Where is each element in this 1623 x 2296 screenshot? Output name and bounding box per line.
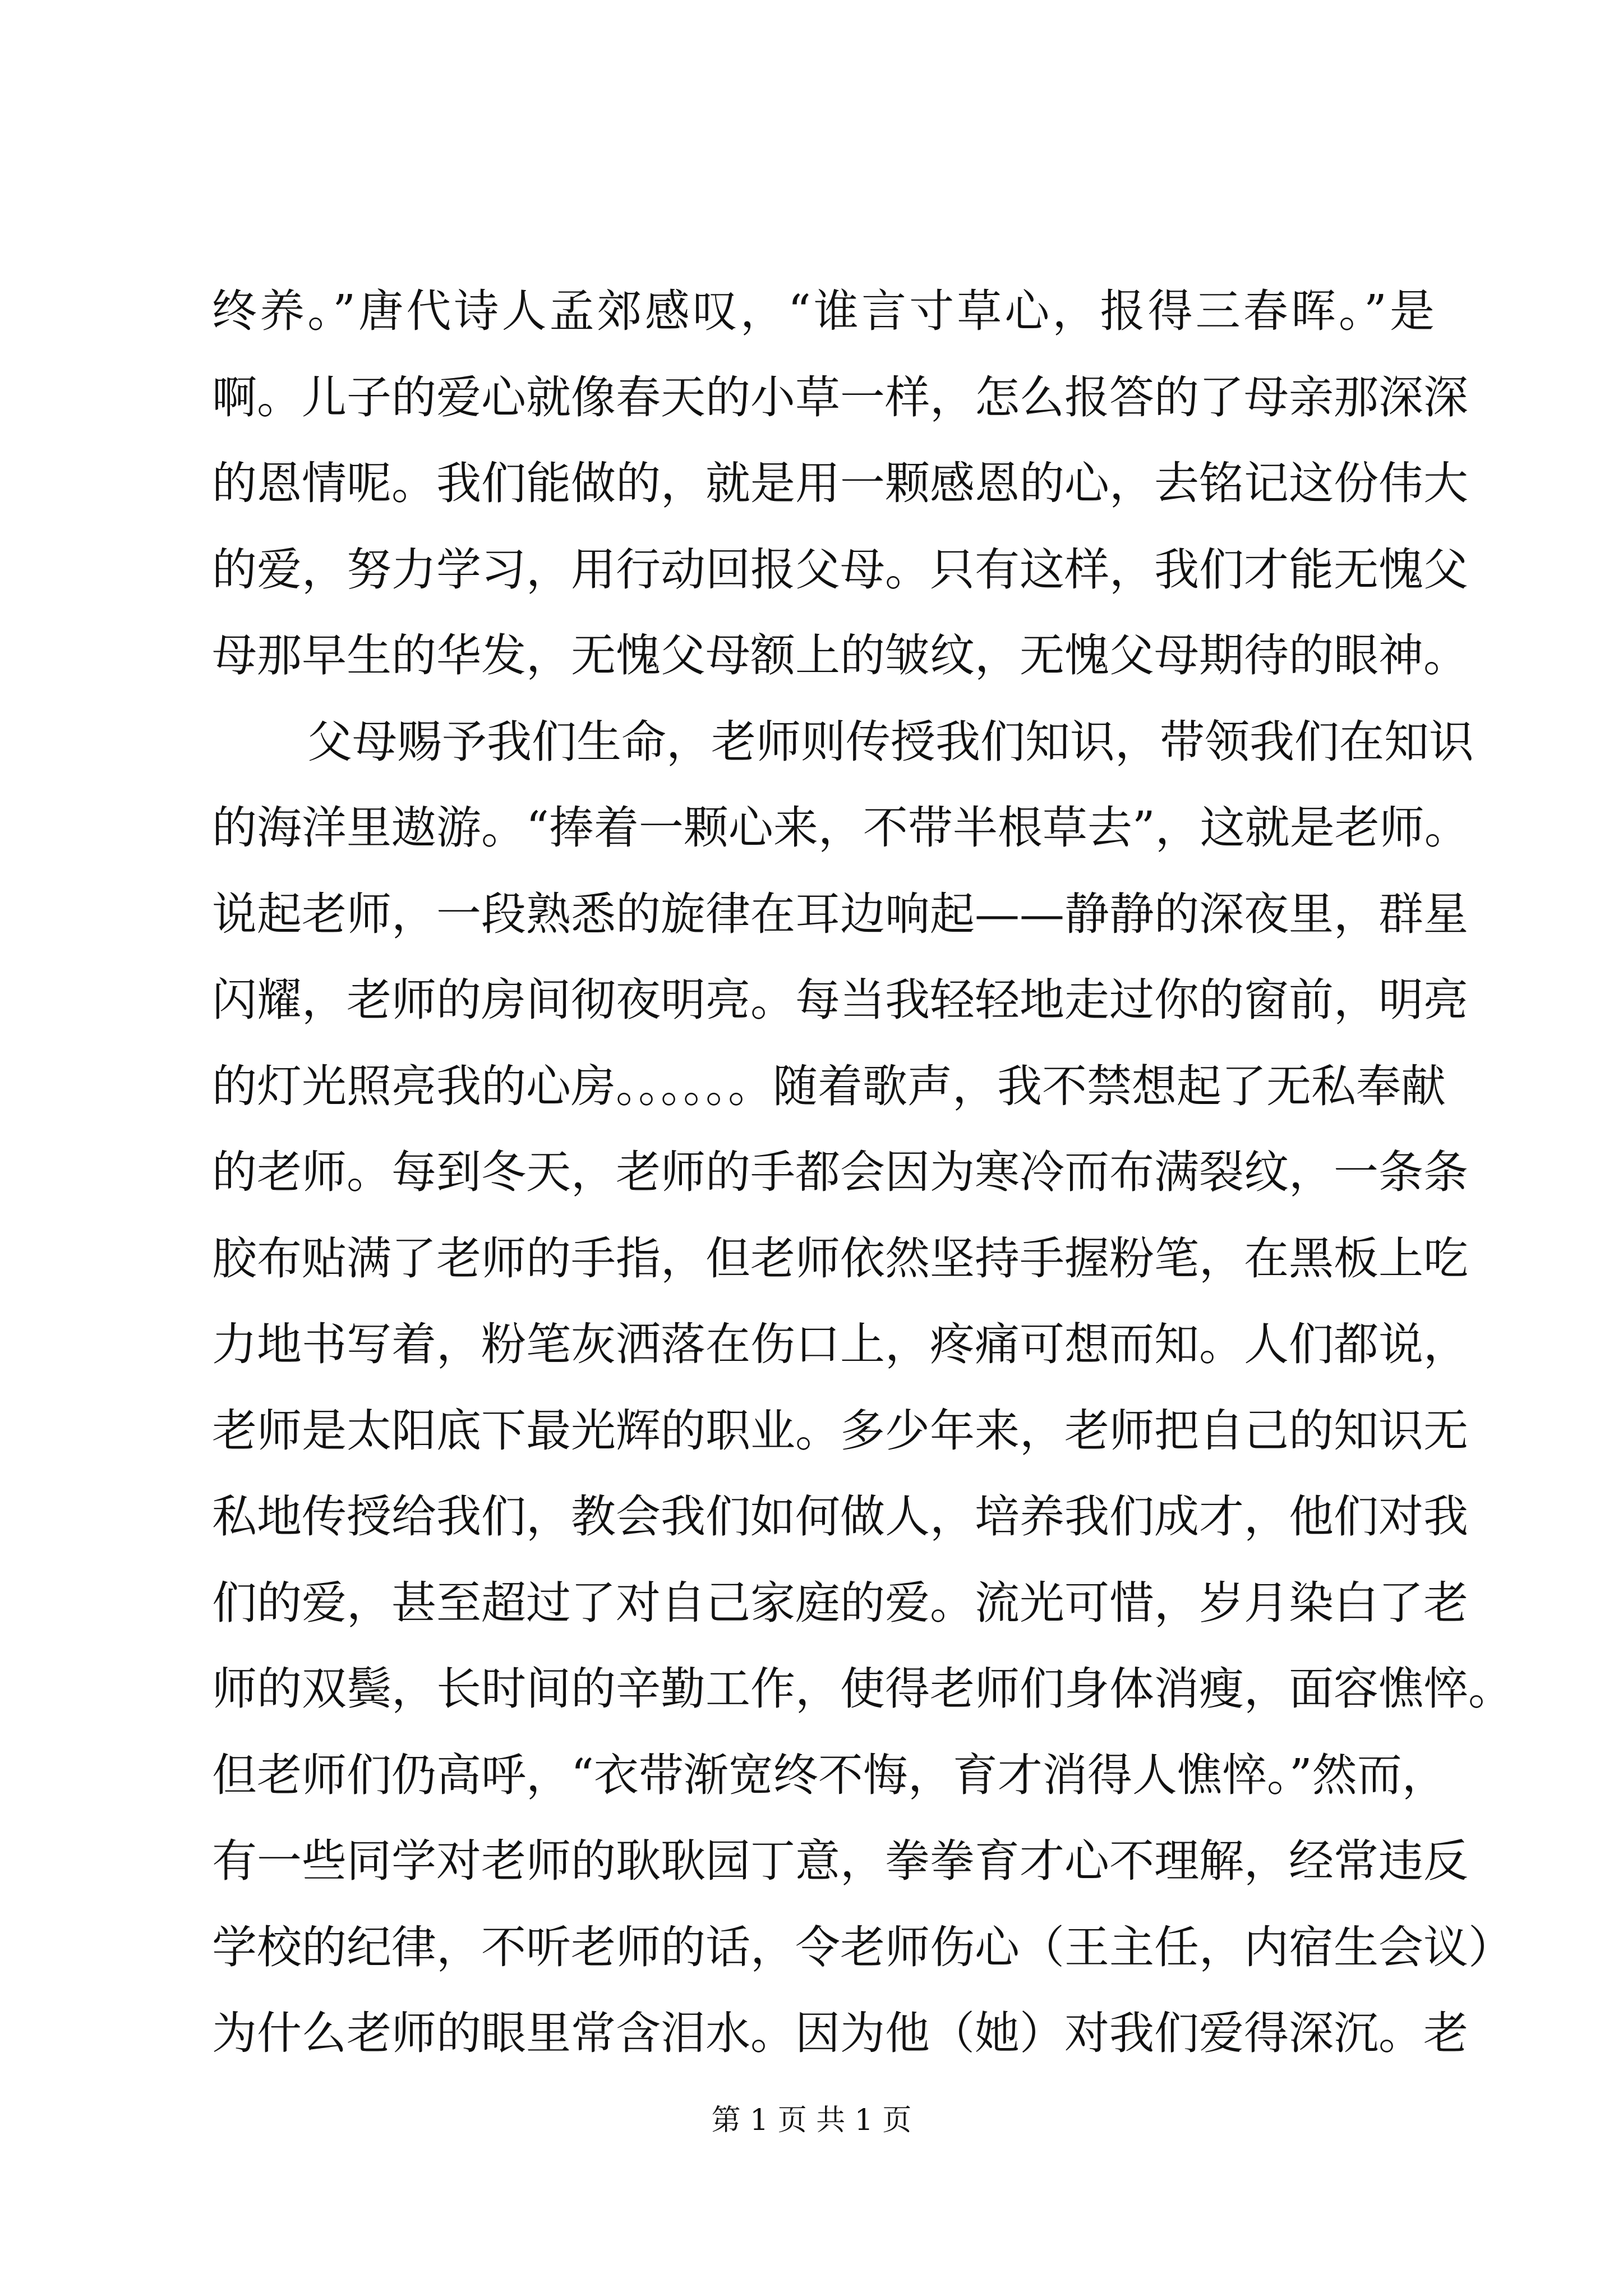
- text-line: 私地传授给我们，教会我们如何做人，培养我们成才，他们对我: [212, 1490, 1468, 1543]
- text-line: 胶布贴满了老师的手指，但老师依然坚持手握粉笔，在黑板上吃: [212, 1232, 1468, 1285]
- text-line: 的海洋里遨游。“捧着一颗心来，不带半根草去”，这就是老师。: [212, 802, 1469, 854]
- body-text: [212, 268, 1513, 2077]
- text-line: 力地书写着，粉笔灰洒落在伤口上，疼痛可想而知。人们都说，: [212, 1318, 1468, 1370]
- text-line: 的老师。每到冬天，老师的手都会因为寒冷而布满裂纹，一条条: [212, 1146, 1468, 1198]
- text-line: 学校的纪律，不听老师的话，令老师伤心（王主任，内宿生会议）: [212, 1921, 1513, 1973]
- text-line: 终养。”唐代诗人孟郊感叹，“谁言寸草心，报得三春晖。”是: [212, 285, 1435, 337]
- text-line: 但老师们仍高呼，“衣带渐宽终不悔，育才消得人憔悴。”然而，: [212, 1749, 1447, 1801]
- text-line: 母那早生的华发，无愧父母额上的皱纹，无愧父母期待的眼神。: [212, 629, 1468, 682]
- text-line: 的灯光照亮我的心房。。。。。。随着歌声，我不禁想起了无私奉献: [212, 1060, 1446, 1112]
- text-line: 老师是太阳底下最光辉的职业。多少年来，老师把自己的知识无: [212, 1404, 1468, 1457]
- text-line: 有一些同学对老师的耿耿园丁意，拳拳育才心不理解，经常违反: [212, 1835, 1468, 1887]
- paragraph-first-line: 父母赐予我们生命，老师则传授我们知识，带领我们在知识: [307, 715, 1474, 768]
- text-line: 闪耀，老师的房间彻夜明亮。每当我轻轻地走过你的窗前，明亮: [212, 974, 1468, 1026]
- page-footer: 第 1 页 共 1 页: [711, 2104, 912, 2137]
- text-line: 的恩情呢。我们能做的，就是用一颗感恩的心，去铭记这份伟大: [212, 457, 1468, 509]
- text-line: 说起老师，一段熟悉的旋律在耳边响起——静静的深夜里，群星: [212, 887, 1468, 940]
- text-line: 为什么老师的眼里常含泪水。因为他（她）对我们爱得深沉。老: [212, 2007, 1468, 2059]
- text-line: 的爱，努力学习，用行动回报父母。只有这样，我们才能无愧父: [212, 543, 1468, 596]
- text-line: 啊。儿子的爱心就像春天的小草一样，怎么报答的了母亲那深深: [212, 371, 1468, 424]
- text-line: 们的爱，甚至超过了对自己家庭的爱。流光可惜，岁月染白了老: [212, 1576, 1468, 1629]
- text-line: 师的双鬓，长时间的辛勤工作，使得老师们身体消瘦，面容憔悴。: [212, 1663, 1513, 1715]
